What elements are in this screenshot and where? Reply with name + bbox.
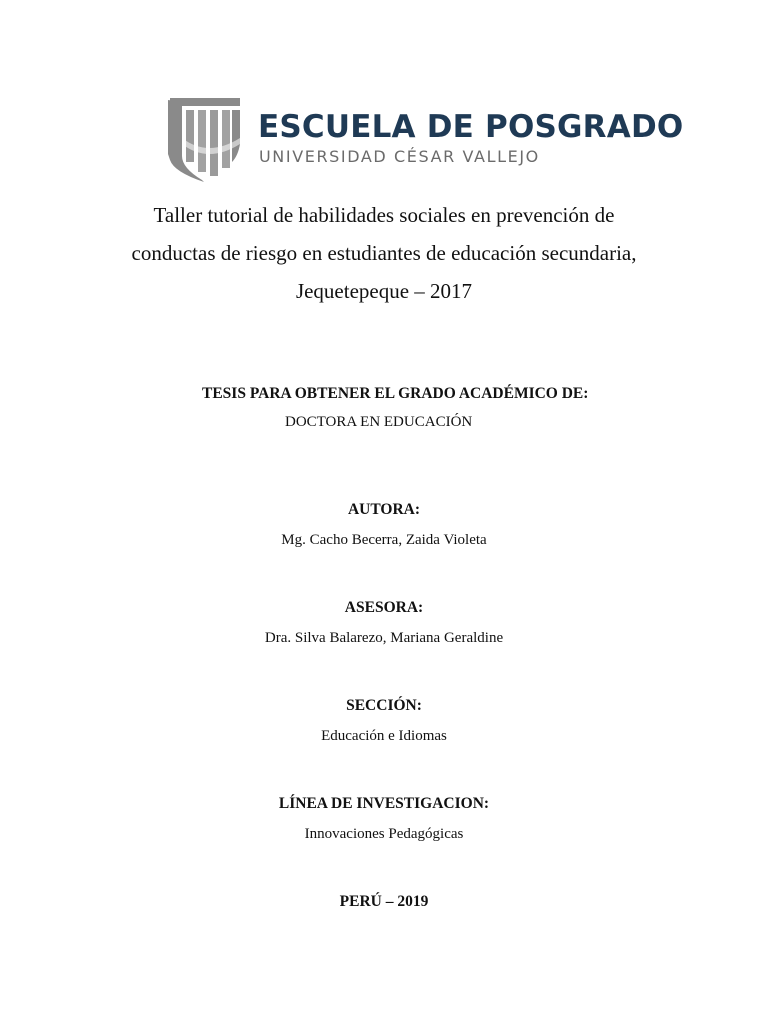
section-value: Educación e Idiomas — [321, 728, 447, 744]
shield-stripes-logo-icon — [168, 98, 242, 182]
author-heading: AUTORA: — [347, 501, 421, 518]
thesis-title-line: Taller tutorial de habilidades sociales en prevención de — [153, 203, 615, 227]
advisor-heading: ASESORA: — [344, 599, 424, 616]
logo-title: ESCUELA DE POSGRADO — [258, 109, 684, 145]
university-logo — [168, 98, 684, 184]
thesis-title-line: conductas de riesgo en estudiantes de educación secundaria, — [131, 241, 637, 265]
footer-section — [0, 892, 768, 912]
degree-value: DOCTORA EN EDUCACIÓN — [285, 414, 473, 430]
section-heading: SECCIÓN: — [346, 697, 422, 714]
degree-heading: TESIS PARA OBTENER EL GRADO ACADÉMICO DE: — [202, 385, 589, 402]
advisor-name: Dra. Silva Balarezo, Mariana Geraldine — [264, 630, 504, 646]
author-section — [0, 500, 768, 550]
logo-subtitle: UNIVERSIDAD CÉSAR VALLEJO — [259, 147, 540, 166]
section-section — [0, 696, 768, 746]
thesis-title — [60, 196, 708, 310]
thesis-title-line: Jequetepeque – 2017 — [295, 279, 473, 303]
research-line-section — [0, 794, 768, 844]
place-year: PERÚ – 2019 — [339, 893, 429, 910]
research-line-heading: LÍNEA DE INVESTIGACION: — [278, 795, 490, 812]
research-line-value: Innovaciones Pedagógicas — [304, 826, 464, 842]
author-name: Mg. Cacho Becerra, Zaida Violeta — [281, 532, 487, 548]
advisor-section — [0, 598, 768, 648]
